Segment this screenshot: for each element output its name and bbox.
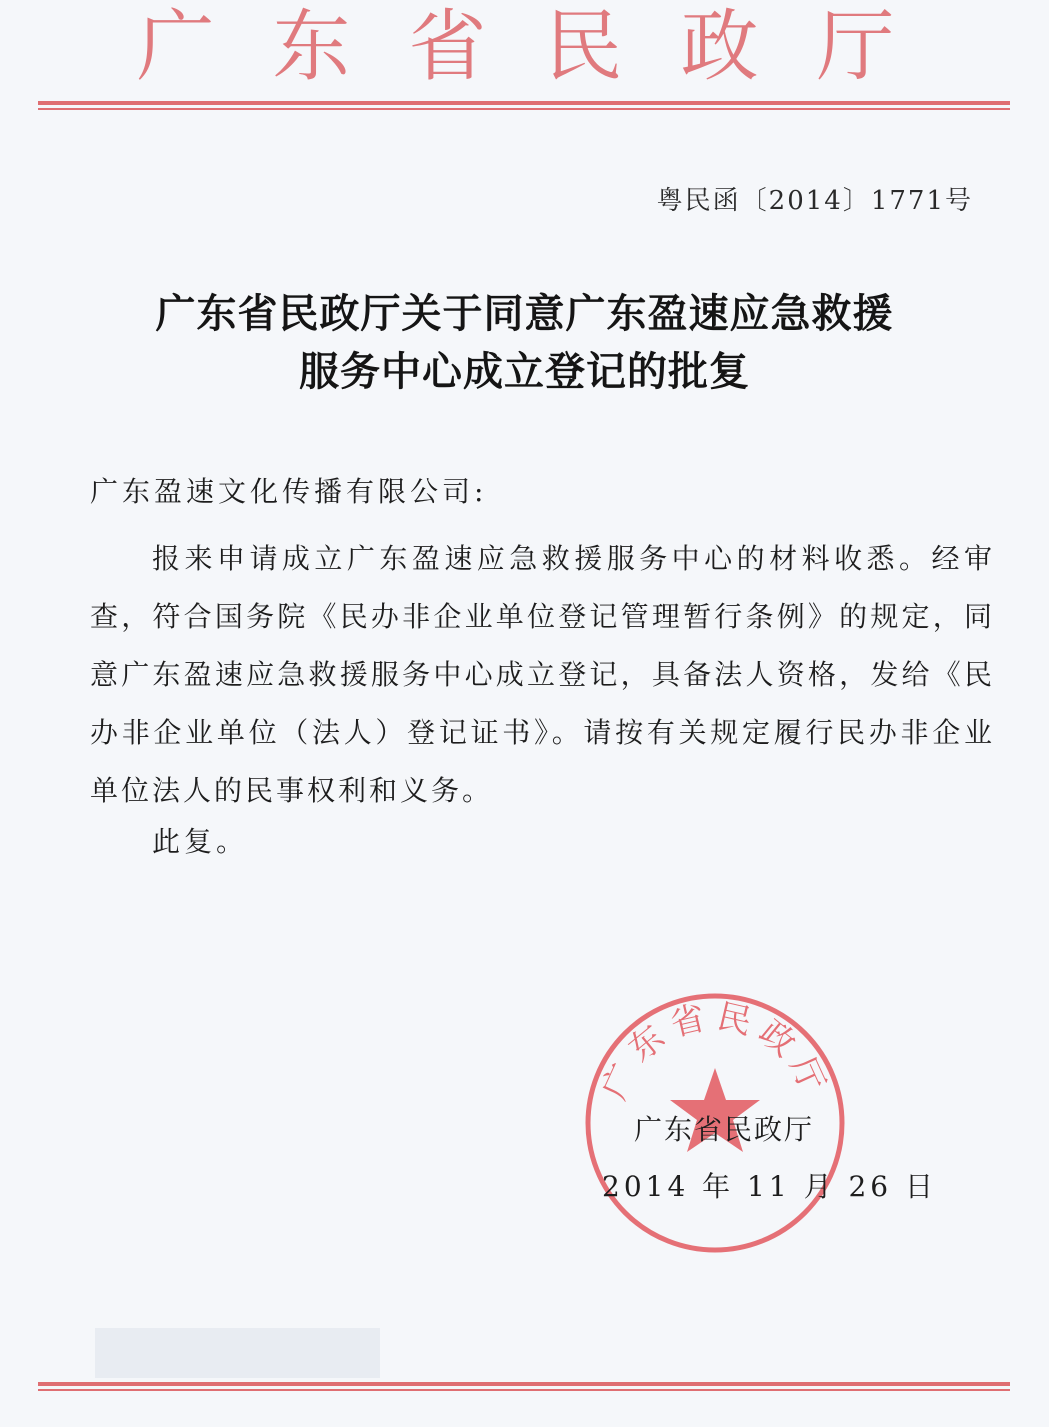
letterhead-title: 广东省民政厅 [136, 2, 953, 92]
document-title [0, 285, 1049, 401]
closing-text: 此复。 [152, 825, 249, 858]
addressee: 广东盈速文化传播有限公司: [90, 475, 488, 508]
document-number: 粤民函〔2014〕1771号 [656, 186, 973, 216]
seal-text: 广东省民政厅 [594, 996, 836, 1106]
scan-smudge [95, 1328, 380, 1378]
title-line-2: 服务中心成立登记的批复 [299, 348, 750, 395]
issue-date: 2014 年 11 月 26 日 [602, 1170, 938, 1203]
title-line-1: 广东省民政厅关于同意广东盈速应急救援 [155, 290, 894, 337]
body-paragraph: 报来申请成立广东盈速应急救援服务中心的材料收悉。经审查，符合国务院《民办非企业单位登记管理暂行条例》的规定，同意广东盈速应急救援服务中心成立登记，具备法人资格，发给《民办非企业单位（法人）登记证书》。请按有关规定履行民办非企业单位法人的民事权利和义务。 [90, 542, 995, 807]
issuer-name: 广东省民政厅 [634, 1113, 815, 1146]
bottom-red-rule [38, 1382, 1010, 1391]
top-red-rule [38, 101, 1010, 110]
